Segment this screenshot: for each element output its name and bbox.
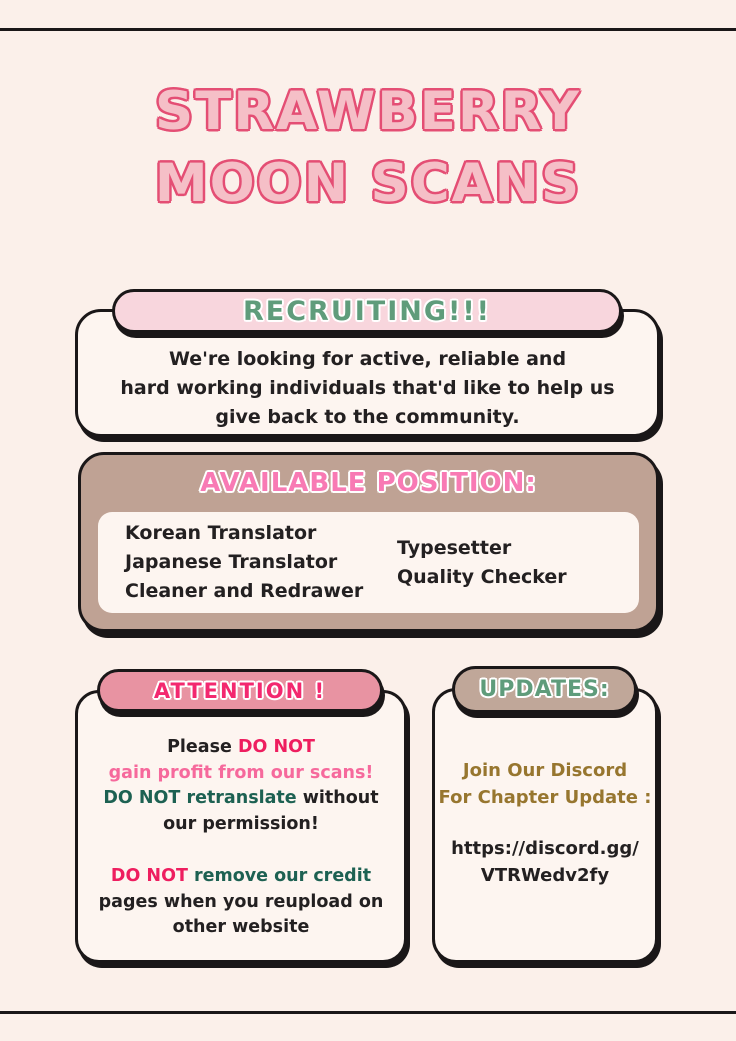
recruiting-line: hard working individuals that'd like to help us	[120, 377, 615, 399]
attention-line	[78, 735, 404, 761]
updates-content	[435, 757, 655, 889]
recruiting-line: give back to the community.	[215, 406, 520, 428]
attention-line	[78, 812, 404, 838]
positions-section	[78, 452, 659, 632]
attention-text-segment: our permission!	[163, 813, 319, 834]
attention-text-segment: remove our credit	[187, 866, 372, 886]
bottom-border-line	[0, 1011, 736, 1014]
attention-text-segment: DO NOT	[110, 866, 188, 886]
updates-badge-label: UPDATES:	[479, 677, 610, 702]
attention-rules	[78, 735, 404, 941]
group-title	[0, 76, 736, 220]
positions-list-panel	[98, 512, 639, 613]
attention-text-segment: DO NOT retranslate	[103, 788, 297, 808]
positions-left-column	[125, 519, 387, 606]
recruiting-line: We're looking for active, reliable and	[168, 348, 567, 370]
position-item: Typesetter	[397, 536, 512, 559]
attention-text-segment: gain profit from our scans!	[108, 762, 374, 783]
title-line-2: MOON SCANS	[154, 153, 582, 214]
discord-invite-line: For Chapter Update :	[438, 787, 652, 808]
position-item: Cleaner and Redrawer	[125, 580, 364, 602]
discord-invite-line: Join Our Discord	[462, 760, 628, 781]
attention-text-segment: Please	[167, 737, 238, 757]
paragraph-gap	[435, 811, 655, 835]
positions-heading: AVAILABLE POSITION:	[200, 468, 537, 498]
position-item: Quality Checker	[397, 565, 567, 588]
recruiting-badge	[112, 289, 622, 333]
updates-section	[432, 677, 658, 963]
paragraph-gap	[78, 837, 404, 864]
attention-badge-label: ATTENTION !	[153, 678, 327, 703]
recruiting-description	[78, 345, 657, 432]
discord-link[interactable]: VTRWedv2fy	[480, 865, 610, 886]
discord-link[interactable]: https://discord.gg/	[451, 838, 639, 859]
attention-badge	[97, 669, 383, 712]
updates-badge	[452, 666, 637, 713]
attention-line	[78, 761, 404, 787]
positions-right-column	[397, 534, 567, 592]
position-item: Japanese Translator	[125, 551, 338, 573]
position-item: Korean Translator	[125, 522, 317, 544]
title-line-1: STRAWBERRY	[155, 81, 581, 142]
attention-line	[78, 786, 404, 812]
recruiting-section	[75, 295, 660, 437]
attention-text-segment: pages when you reupload on	[98, 891, 384, 912]
attention-text-segment: without	[296, 788, 379, 808]
top-border-line	[0, 28, 736, 31]
attention-text-segment: other website	[172, 917, 310, 937]
attention-line	[78, 915, 404, 941]
recruiting-badge-label: RECRUITING!!!	[243, 295, 491, 327]
attention-line	[78, 890, 404, 916]
attention-section	[75, 678, 407, 963]
attention-text-segment: DO NOT	[237, 737, 315, 757]
attention-line	[78, 864, 404, 890]
